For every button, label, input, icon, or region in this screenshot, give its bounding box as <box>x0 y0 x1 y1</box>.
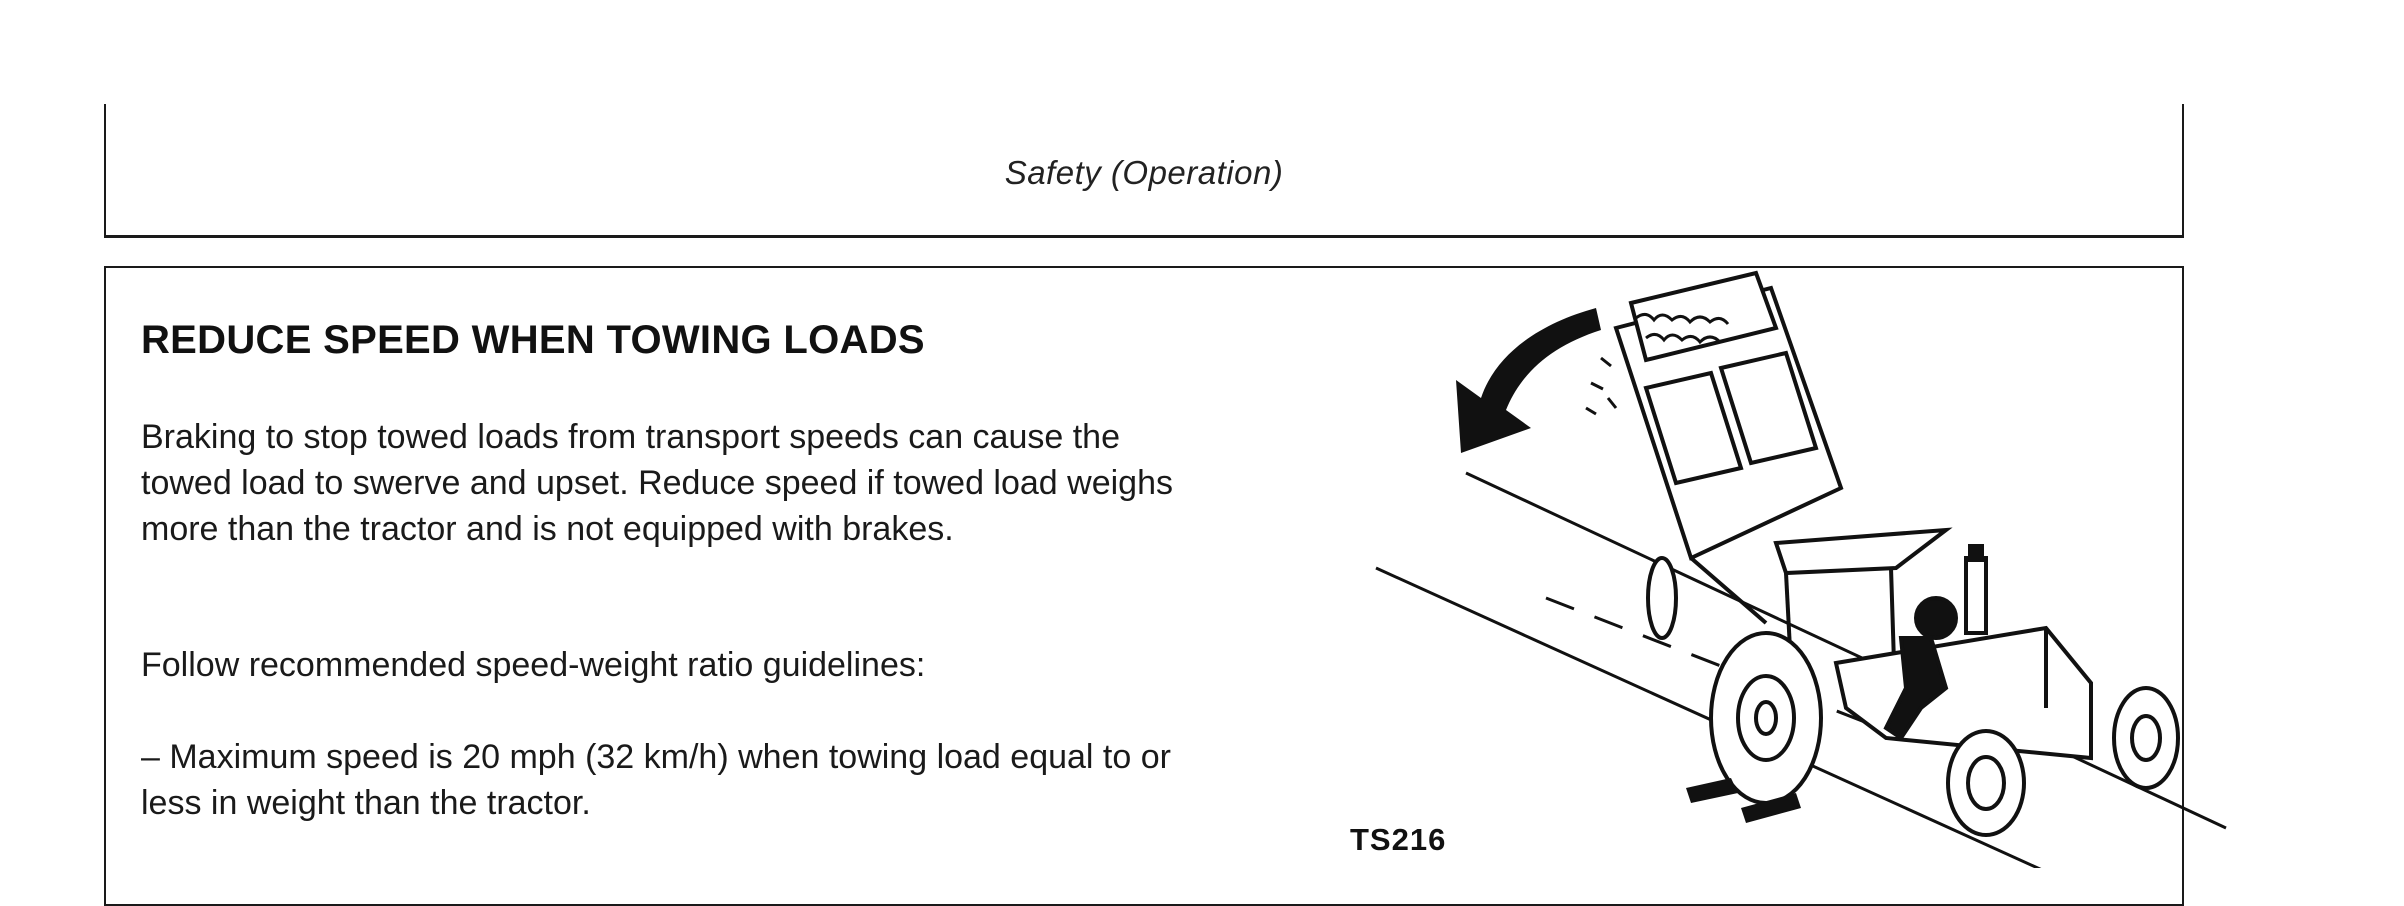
towed-cart <box>1586 273 1841 638</box>
section-heading: REDUCE SPEED WHEN TOWING LOADS <box>141 318 925 362</box>
figure-code: TS216 <box>1350 822 1447 857</box>
page-header <box>104 104 2184 238</box>
body-paragraph-braking: Braking to stop towed loads from transport speeds can cause the towed load to swerve and upset. Reduce speed if towed load weighs more than the tractor and is not equipped with brakes. <box>141 418 1173 548</box>
page-title: Safety (Operation) <box>1004 154 1284 191</box>
body-paragraph-guidelines: Follow recommended speed-weight ratio guidelines: <box>141 646 926 684</box>
swerve-arrow-icon <box>1456 308 1601 453</box>
tractor <box>1711 530 2178 835</box>
safety-section <box>104 266 2184 906</box>
body-paragraph-max-speed: – Maximum speed is 20 mph (32 km/h) when towing load equal to or less in weight than the tractor. <box>141 738 1171 822</box>
tractor-towing-cart-icon <box>1346 268 2246 868</box>
